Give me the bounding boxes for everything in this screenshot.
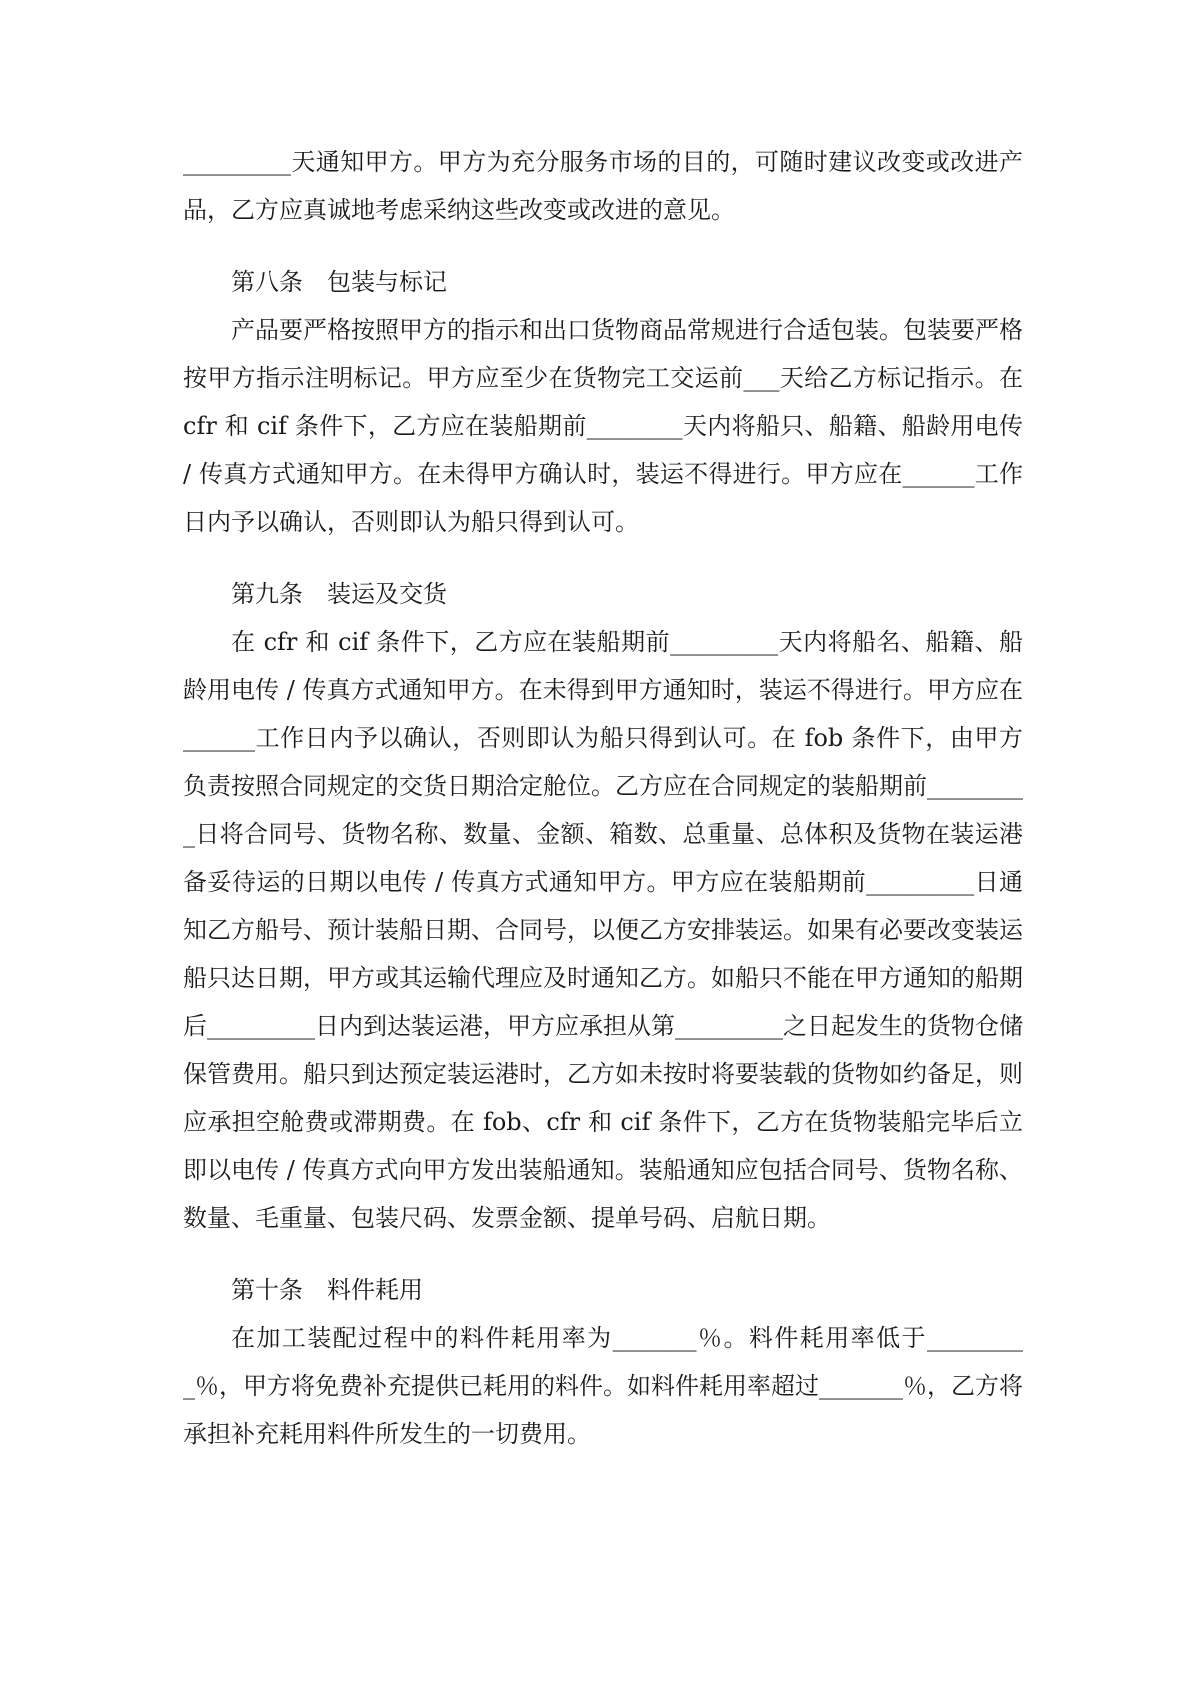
section-body: 产品要严格按照甲方的指示和出口货物商品常规进行合适包装。包装要严格按甲方指示注明标记。甲方应至少在货物完工交运前___天给乙方标记指示。在 cfr 和 cif 条件下，乙方应在装船期前________天内将船只、船籍、船龄用电传 / 传真方式通知甲方。在未得甲方确认时，装运不得进行。甲方应在______工作日内予以确认，否则即认为船只得到认可。 xyxy=(183,316,1023,536)
section-article-10 xyxy=(183,1266,1023,1458)
section-heading: 第八条 包装与标记 xyxy=(231,268,447,296)
section-heading: 第十条 料件耗用 xyxy=(231,1276,423,1304)
section-article-8 xyxy=(183,258,1023,546)
intro-paragraph: _________天通知甲方。甲方为充分服务市场的目的，可随时建议改变或改进产品，乙方应真诚地考虑采纳这些改变或改进的意见。 xyxy=(183,148,1023,224)
section-body: 在 cfr 和 cif 条件下，乙方应在装船期前_________天内将船名、船籍、船龄用电传 / 传真方式通知甲方。在未得到甲方通知时，装运不得进行。甲方应在______工作日内予以确认，否则即认为船只得到认可。在 fob 条件下，由甲方负责按照合同规定的交货日期洽定舱位。乙方应在合同规定的装船期前_________日将合同号、货物名称、数量、金额、箱数、总重量、总体积及货物在装运港备妥待运的日期以电传 / 传真方式通知甲方。甲方应在装船期前_________日通知乙方船号、预计装船日期、合同号，以便乙方安排装运。如果有必要改变装运船只达日期，甲方或其运输代理应及时通知乙方。如船只不能在甲方通知的船期后_________日内到达装运港，甲方应承担从第_________之日起发生的货物仓储保管费用。船只到达预定装运港时，乙方如未按时将要装载的货物如约备足，则应承担空舱费或滞期费。在 fob、cfr 和 cif 条件下，乙方在货物装船完毕后立即以电传 / 传真方式向甲方发出装船通知。装船通知应包括合同号、货物名称、数量、毛重量、包装尺码、发票金额、提单号码、启航日期。 xyxy=(183,628,1023,1232)
section-article-9 xyxy=(183,570,1023,1242)
section-body: 在加工装配过程中的料件耗用率为_______％。料件耗用率低于_________％，甲方将免费补充提供已耗用的料件。如料件耗用率超过_______％，乙方将承担补充耗用料件所发生的一切费用。 xyxy=(183,1324,1023,1448)
document-page xyxy=(183,138,1023,1458)
section-heading: 第九条 装运及交货 xyxy=(231,580,447,608)
